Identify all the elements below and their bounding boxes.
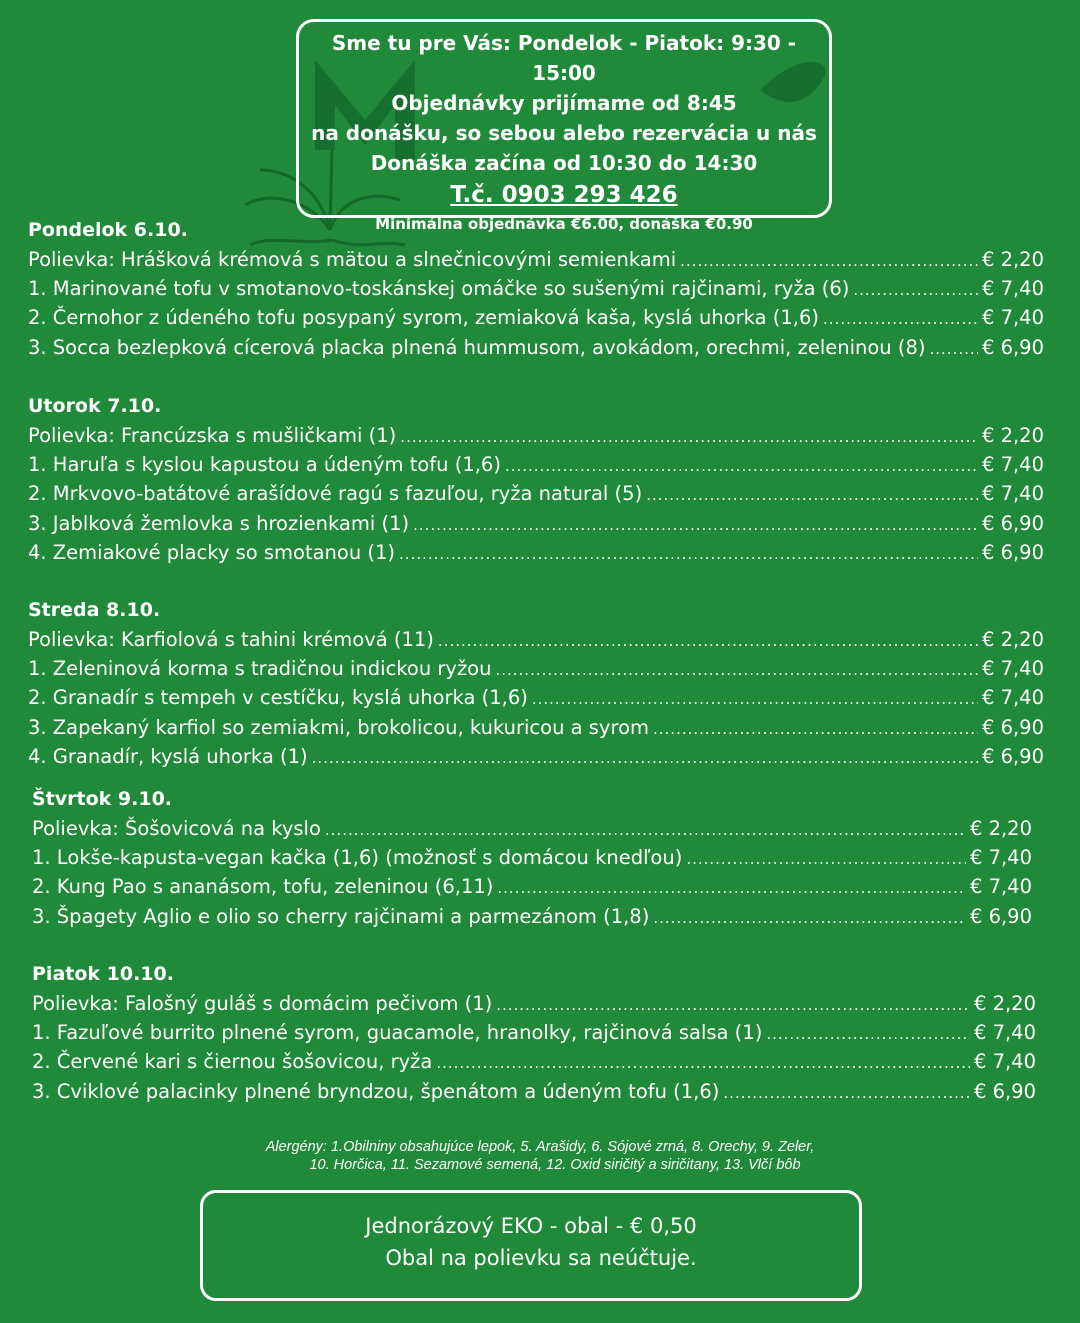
menu-item-price: € 7,40 [981, 306, 1044, 330]
menu-item-price: € 2,20 [973, 992, 1036, 1015]
opening-hours-box [296, 19, 832, 233]
menu-item [28, 625, 1044, 654]
menu-item [32, 1077, 1036, 1106]
leader-dots [496, 991, 970, 1020]
menu-item [28, 683, 1044, 712]
menu-item-price: € 2,20 [969, 817, 1032, 840]
soup-packaging-note: Obal na polievku sa neúčtuje. [385, 1246, 697, 1270]
phone-number: T.č. 0903 293 426 [450, 182, 678, 208]
menu-item-name: 2. Kung Pao s ananásom, tofu, zeleninou (6,11) [32, 875, 494, 899]
leader-dots [853, 276, 978, 305]
menu-item-name: Polievka: Francúzska s mušličkami (1) [28, 424, 397, 447]
menu-item-name: 2. Granadír s tempeh v cestíčku, kyslá uhorka (1,6) [28, 686, 528, 710]
menu-item-price: € 6,90 [981, 540, 1044, 564]
day-section-friday [32, 960, 1036, 1106]
leader-dots [399, 540, 978, 569]
day-section-monday [28, 216, 1044, 362]
menu-item [32, 872, 1032, 901]
menu-item-name: Polievka: Šošovicová na kyslo [32, 817, 321, 840]
menu-item [28, 303, 1044, 332]
day-section-wednesday [28, 596, 1044, 771]
menu-item-name: 2. Černohor z údeného tofu posypaný syrom, zemiaková kaša, kyslá uhorka (1,6) [28, 306, 820, 330]
menu-item-name: 3. Cviklové palacinky plnené bryndzou, špenátom a údeným tofu (1,6) [32, 1079, 720, 1103]
leader-dots [497, 874, 966, 903]
day-title: Piatok 10.10. [32, 963, 174, 985]
leader-dots [646, 481, 978, 510]
menu-item-name: 1. Zeleninová korma s tradičnou indickou ryžou [28, 657, 492, 681]
allergens-line: 10. Horčica, 11. Sezamové semená, 12. Oxid siričitý a siričitany, 13. Vlčí bôb [309, 1157, 801, 1173]
menu-item-name: 4. Zemiakové placky so smotanou (1) [28, 540, 396, 564]
day-title: Štvrtok 9.10. [32, 788, 173, 810]
leader-dots [495, 656, 978, 685]
menu-item-price: € 7,40 [981, 482, 1044, 506]
allergens-note [180, 1138, 900, 1174]
menu-item-name: 1. Marinované tofu v smotanovo-toskánskej omáčke so sušenými rajčinami, ryža (6) [28, 277, 850, 301]
day-section-thursday [32, 785, 1032, 931]
menu-item-name: 3. Jablková žemlovka s hrozienkami (1) [28, 511, 410, 535]
delivery-time: Donáška začína od 10:30 do 14:30 [370, 151, 758, 175]
leader-dots [400, 423, 978, 452]
leader-dots [505, 452, 978, 481]
menu-item-name: 1. Fazuľové burrito plnené syrom, guacamole, hranolky, rajčinová salsa (1) [32, 1021, 763, 1045]
menu-item [28, 509, 1044, 538]
menu-item-price: € 2,20 [981, 424, 1044, 447]
menu-item-name: Polievka: Hrášková krémová s mätou a slnečnicovými semienkami [28, 248, 677, 271]
menu-item-name: 2. Červené kari s čiernou šošovicou, ryža [32, 1050, 433, 1074]
menu-item-price: € 7,40 [973, 1050, 1036, 1074]
packaging-note-box [200, 1190, 862, 1301]
menu-item-price: € 7,40 [973, 1021, 1036, 1045]
day-section-tuesday [28, 392, 1044, 567]
menu-item [28, 245, 1044, 274]
menu-item-name: 1. Haruľa s kyslou kapustou a údeným tofu (1,6) [28, 453, 501, 477]
menu-item-price: € 7,40 [981, 453, 1044, 477]
leader-dots [653, 904, 966, 933]
leader-dots [686, 845, 966, 874]
leader-dots [532, 685, 978, 714]
menu-item-name: 3. Zapekaný karfiol so zemiakmi, brokolicou, kukuricou a syrom [28, 715, 649, 739]
menu-item [28, 421, 1044, 450]
menu-item-name: Polievka: Falošný guláš s domácim pečivom (1) [32, 992, 493, 1015]
allergens-line: Alergény: 1.Obilniny obsahujúce lepok, 5. Arašidy, 6. Sójové zrná, 8. Orechy, 9. Zeler, [265, 1139, 815, 1155]
menu-item-name: 3. Socca bezlepková cícerová placka plnená hummusom, avokádom, orechmi, zeleninou (8) [28, 335, 926, 359]
minimum-order: Minimálna objednávka €6.00, donáška €0.90 [375, 215, 753, 233]
leader-dots [312, 744, 978, 773]
menu-item-price: € 2,20 [981, 248, 1044, 271]
leader-dots [823, 305, 978, 334]
menu-item [28, 274, 1044, 303]
menu-item [28, 479, 1044, 508]
leader-dots [766, 1020, 970, 1049]
day-title: Utorok 7.10. [28, 395, 162, 417]
menu-item [28, 333, 1044, 362]
leader-dots [438, 627, 978, 656]
menu-item-price: € 6,90 [969, 904, 1032, 928]
menu-item [28, 538, 1044, 567]
menu-item-price: € 6,90 [981, 511, 1044, 535]
leader-dots [325, 816, 966, 845]
menu-item-name: 1. Lokše-kapusta-vegan kačka (1,6) (možnosť s domácou knedľou) [32, 846, 683, 870]
day-title: Streda 8.10. [28, 599, 161, 621]
menu-item [32, 902, 1032, 931]
menu-item-name: 4. Granadír, kyslá uhorka (1) [28, 744, 308, 768]
menu-item-price: € 6,90 [973, 1079, 1036, 1103]
leader-dots [653, 715, 978, 744]
menu-item-name: Polievka: Karfiolová s tahini krémová (11) [28, 628, 434, 651]
menu-item-price: € 7,40 [969, 875, 1032, 899]
menu-item [28, 742, 1044, 771]
menu-item [32, 1047, 1036, 1076]
leader-dots [723, 1079, 970, 1108]
menu-item-price: € 7,40 [981, 686, 1044, 710]
day-title: Pondelok 6.10. [28, 219, 188, 241]
menu-item-price: € 6,90 [981, 335, 1044, 359]
menu-item [32, 989, 1036, 1018]
order-options: na donášku, so sebou alebo rezervácia u nás [311, 121, 817, 145]
menu-item [32, 1018, 1036, 1047]
menu-item-name: 2. Mrkvovo-batátové arašídové ragú s fazuľou, ryža natural (5) [28, 482, 643, 506]
menu-item-price: € 6,90 [981, 744, 1044, 768]
menu-item-price: € 7,40 [969, 846, 1032, 870]
leader-dots [680, 247, 978, 276]
menu-item-price: € 7,40 [981, 277, 1044, 301]
order-time: Objednávky prijímame od 8:45 [391, 91, 737, 115]
menu-item [28, 654, 1044, 683]
menu-item-name: 3. Špagety Aglio e olio so cherry rajčinami a parmezánom (1,8) [32, 904, 650, 928]
menu-item [32, 814, 1032, 843]
menu-item [28, 713, 1044, 742]
menu-item [28, 450, 1044, 479]
menu-item-price: € 6,90 [981, 715, 1044, 739]
leader-dots [413, 511, 978, 540]
leader-dots [436, 1049, 970, 1078]
opening-hours: Sme tu pre Vás: Pondelok - Piatok: 9:30 - 15:00 [331, 31, 797, 85]
packaging-fee: Jednorázový EKO - obal - € 0,50 [365, 1214, 697, 1238]
menu-item-price: € 7,40 [981, 657, 1044, 681]
leader-dots [929, 335, 977, 364]
menu-item-price: € 2,20 [981, 628, 1044, 651]
menu-item [32, 843, 1032, 872]
